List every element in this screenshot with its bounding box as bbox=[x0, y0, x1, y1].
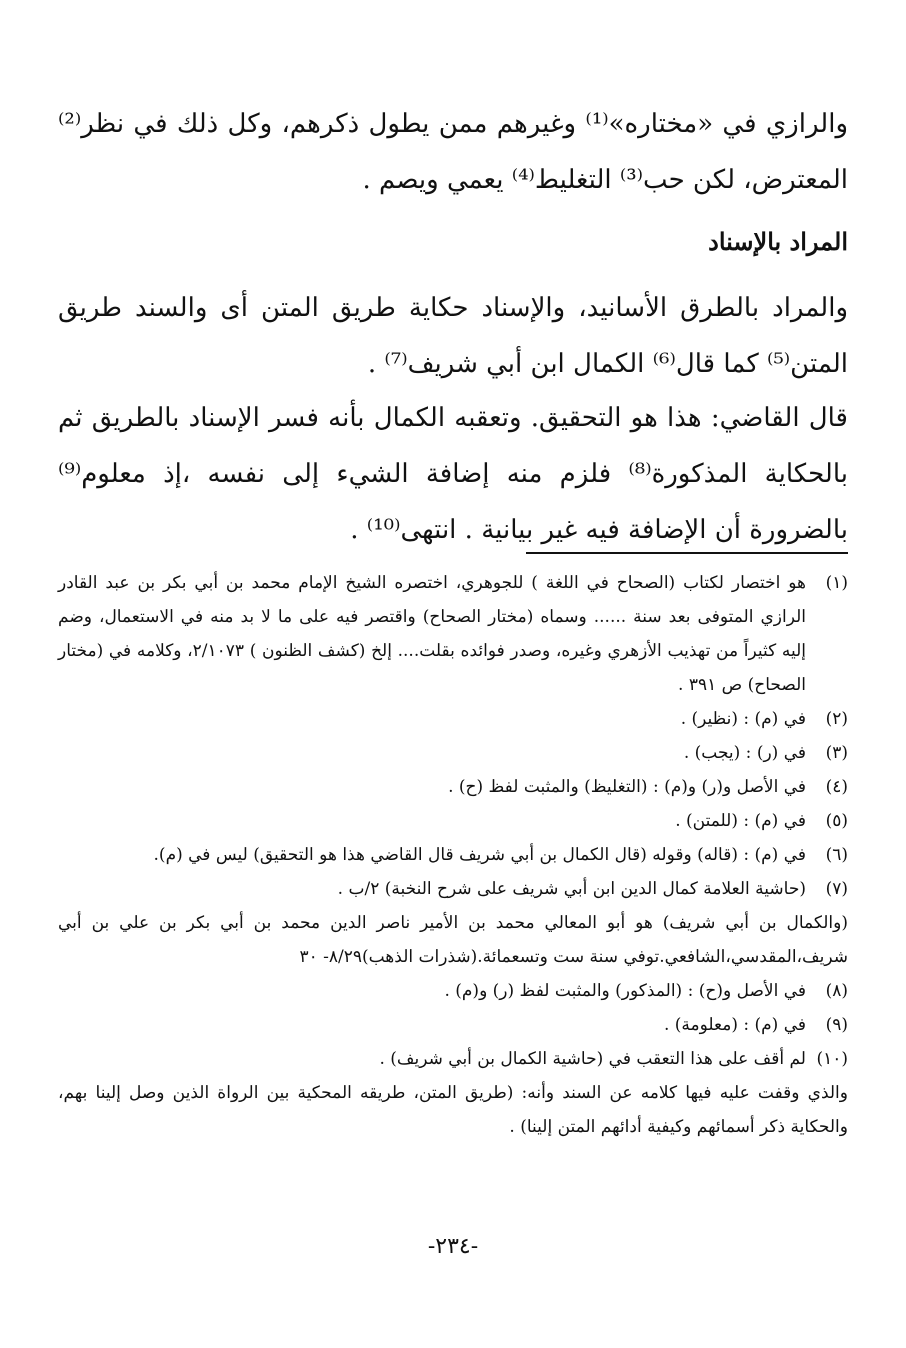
footnote-number: (١٠) bbox=[816, 1049, 848, 1069]
footnote-9 bbox=[58, 1008, 848, 1042]
footnote-7-continuation: (والكمال بن أبي شريف) هو أبو المعالي محمد بن الأمير ناصر الدين محمد بن أبي بكر بن علي بن أبي شريف،المقدسي،الشافعي.توفي سنة ست وتسعمائة.(شذرات الذهب)٨/٢٩- ٣٠ bbox=[58, 913, 848, 967]
footnote-6 bbox=[58, 838, 848, 872]
footnote-number: (٥) bbox=[825, 811, 848, 831]
section-heading: المراد بالإسناد bbox=[708, 227, 848, 256]
footnote-text: في (ر) : (يجب) . bbox=[683, 743, 806, 763]
footnote-separator bbox=[526, 552, 848, 554]
paragraph-razi: والرازي في «مختاره»⁽¹⁾ وغيرهم ممن يطول ذكرهم، وكل ذلك في نظر⁽²⁾ المعترض، لكن حب⁽³⁾ التغليط⁽⁴⁾ يعمي ويصم . bbox=[58, 109, 848, 195]
footnote-text: لم أقف على هذا التعقب في (حاشية الكمال بن أبي شريف) . bbox=[379, 1049, 806, 1069]
footnote-text: في (م) : (قاله) وقوله (قال الكمال بن أبي شريف قال القاضي هذا هو التحقيق) ليس في (م). bbox=[153, 845, 806, 865]
footnote-number: (٩) bbox=[825, 1015, 848, 1035]
footnote-text: في (م) : (للمتن) . bbox=[675, 811, 806, 831]
footnote-number: (٣) bbox=[825, 743, 848, 763]
footnote-text: هو اختصار لكتاب (الصحاح في اللغة ) للجوهري، اختصره الشيخ الإمام محمد بن أبي بكر بن عبد القادر الرازي المتوفى بعد سنة ...... وسماه (مختار الصحاح) واقتصر فيه على ما لا بد منه في الاستعمال، وضم إليه كثيراً من تهذيب الأزهري وغيره، وصدر فوائده بقلت.... إلخ (كشف الظنون ) ٢/١٠٧٣، وكلامه في (مختار الصحاح) ص ٣٩١ . bbox=[58, 573, 806, 695]
footnote-text: في (م) : (نظير) . bbox=[680, 709, 806, 729]
footnote-text: في الأصل و(ر) و(م) : (التغليظ) والمثبت لفظ (ح) . bbox=[448, 777, 806, 797]
footnote-text: في الأصل و(ح) : (المذكور) والمثبت لفظ (ر) و(م) . bbox=[444, 981, 806, 1001]
footnote-2 bbox=[58, 702, 848, 736]
footnote-number: (٢) bbox=[825, 709, 848, 729]
footnote-3 bbox=[58, 736, 848, 770]
footnote-text: (حاشية العلامة كمال الدين ابن أبي شريف على شرح النخبة) ٢/ب . bbox=[337, 879, 806, 899]
paragraph-qadi-quote: قال القاضي: هذا هو التحقيق. وتعقبه الكمال بأنه فسر الإسناد بالطريق ثم بالحكاية المذكورة⁽⁸⁾ فلزم منه إضافة الشيء إلى نفسه ،إذ معلوم⁽⁹⁾ بالضرورة أن الإضافة فيه غير بيانية . انتهى⁽¹⁰⁾ . bbox=[58, 403, 849, 545]
footnotes bbox=[58, 566, 848, 1144]
footnote-4 bbox=[58, 770, 848, 804]
footnote-text: في (م) : (معلومة) . bbox=[663, 1015, 806, 1035]
footnote-1 bbox=[58, 566, 848, 702]
paragraph-isnad-meaning: والمراد بالطرق الأسانيد، والإسناد حكاية طريق المتن أى والسند طريق المتن⁽⁵⁾ كما قال⁽⁶⁾ الكمال ابن أبي شريف⁽⁷⁾ . bbox=[58, 293, 848, 379]
footnote-number: (١) bbox=[825, 573, 848, 593]
footnote-number: (٧) bbox=[825, 879, 848, 899]
footnote-number: (٤) bbox=[825, 777, 848, 797]
page-number: -٢٣٤- bbox=[427, 1234, 479, 1259]
footnote-number: (٨) bbox=[825, 981, 848, 1001]
footnote-8 bbox=[58, 974, 848, 1008]
footnote-10-continuation: والذي وقفت عليه فيها كلامه عن السند وأنه: (طريق المتن، طريقه المحكية بين الرواة الذين وصل إلينا بهم، والحكاية ذكر أسمائهم وكيفية أدائهم المتن إلينا) . bbox=[58, 1083, 848, 1137]
footnote-number: (٦) bbox=[825, 845, 848, 865]
footnote-10 bbox=[58, 1042, 848, 1076]
footnote-5 bbox=[58, 804, 848, 838]
footnote-7 bbox=[58, 872, 848, 906]
